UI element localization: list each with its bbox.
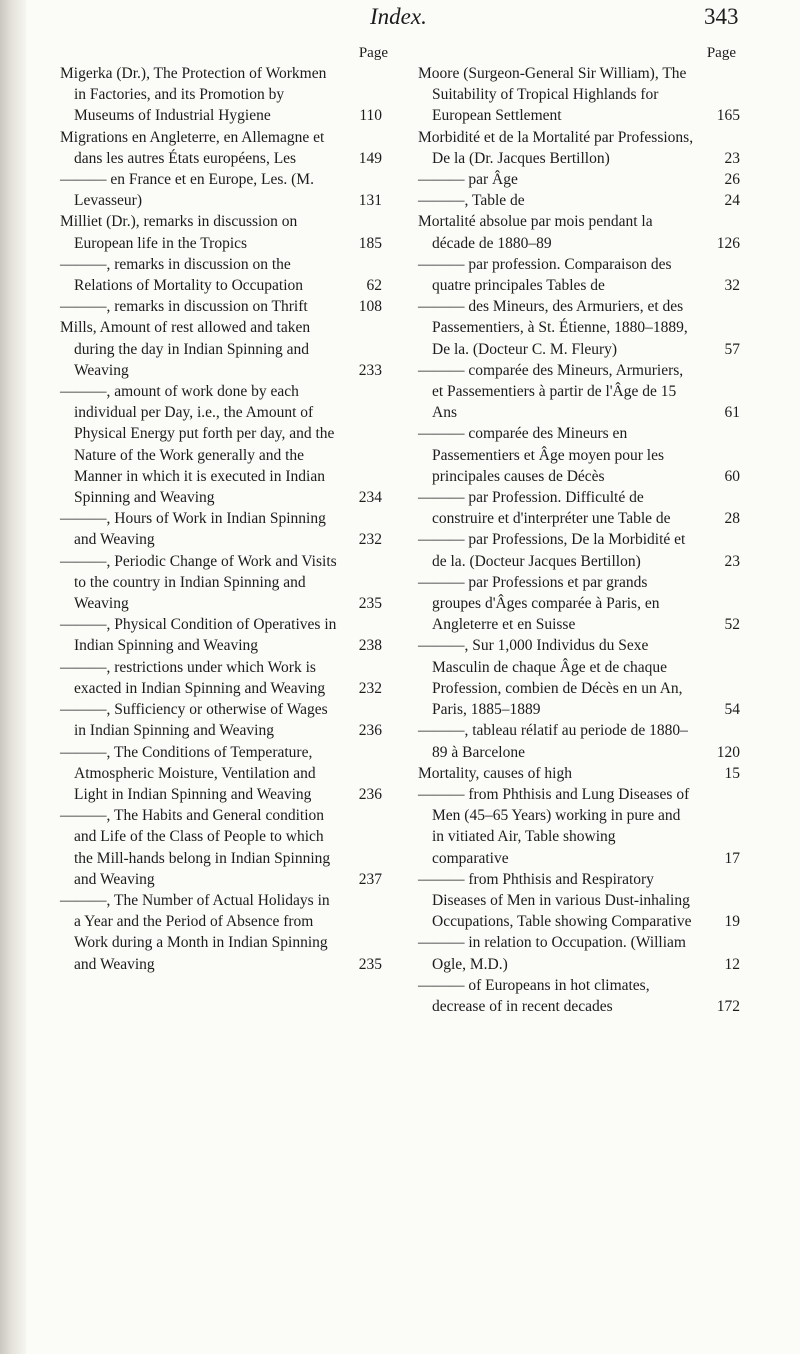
index-entry bbox=[60, 551, 396, 615]
index-entry-text: ——— des Mineurs, des Armuriers, et des Passementiers, à St. Étienne, 1880–1889, De la. (Docteur C. M. Fleury) bbox=[418, 298, 688, 358]
index-entry bbox=[418, 572, 754, 636]
index-entry-text: Mills, Amount of rest allowed and taken during the day in Indian Spinning and Weaving bbox=[60, 319, 311, 379]
index-entry-page: 23 bbox=[724, 552, 740, 570]
index-entry-page: 237 bbox=[358, 870, 382, 888]
index-entry bbox=[418, 211, 754, 253]
index-entry-page: 238 bbox=[358, 637, 382, 655]
page-header bbox=[0, 4, 800, 38]
index-entry-page: 62 bbox=[366, 277, 382, 295]
index-entry-text: ——— par profession. Comparaison des quatre principales Tables de bbox=[418, 255, 672, 295]
index-entry-page: 12 bbox=[724, 955, 740, 973]
index-entry-page: 149 bbox=[358, 149, 382, 167]
index-entry bbox=[60, 169, 396, 211]
index-entry-text: ———, remarks in discussion on the Relations of Mortality to Occupation bbox=[60, 255, 304, 295]
index-entry-text: Mortalité absolue par mois pendant la décade de 1880–89 bbox=[418, 213, 653, 252]
index-entry-text: ———, The Habits and General condition and Life of the Class of People to which the Mill-hands belong in Indian Spinning and Weaving bbox=[60, 807, 331, 888]
index-entry-text: ——— of Europeans in hot climates, decrease of in recent decades bbox=[418, 976, 650, 1015]
index-entry-page: 57 bbox=[724, 340, 740, 358]
index-entry bbox=[418, 529, 754, 571]
index-entry-text: Migerka (Dr.), The Protection of Workmen in Factories, and its Promotion by Museums of Industrial Hygiene bbox=[60, 65, 327, 125]
index-entry-text: ———, Sufficiency or otherwise of Wages in Indian Spinning and Weaving bbox=[60, 701, 328, 740]
index-entry bbox=[60, 614, 396, 656]
index-entry-text: Milliet (Dr.), remarks in discussion on European life in the Tropics bbox=[60, 213, 298, 252]
index-entry bbox=[418, 296, 754, 360]
index-entry-text: ———, The Conditions of Temperature, Atmospheric Moisture, Ventilation and Light in Indian Spinning and Weaving bbox=[60, 743, 316, 803]
index-entry bbox=[418, 63, 754, 127]
index-entry bbox=[60, 657, 396, 699]
index-entry bbox=[418, 254, 754, 296]
page-number: 343 bbox=[704, 4, 739, 29]
page-column-label: Page bbox=[358, 45, 388, 61]
index-entry bbox=[418, 635, 754, 720]
index-entry-page: 232 bbox=[358, 531, 382, 549]
index-entry-page: 60 bbox=[724, 467, 740, 485]
index-entry bbox=[418, 169, 754, 190]
index-entry bbox=[60, 211, 396, 253]
index-entry bbox=[418, 487, 754, 529]
index-entry-text: ———, The Number of Actual Holidays in a Year and the Period of Absence from Work during a Month in Indian Spinning and Weaving bbox=[60, 891, 330, 973]
index-entry-text: ———, amount of work done by each individual per Day, i.e., the Amount of Physical Energy put forth per day, and the Nature of the Work generally and the Manner in which it is executed in Indian Spinning and Weaving bbox=[60, 383, 335, 507]
index-entry-page: 236 bbox=[358, 785, 382, 803]
index-entry-text: Mortality, causes of high bbox=[418, 764, 572, 782]
index-entry-text: ———, Table de bbox=[418, 192, 525, 210]
index-entry bbox=[60, 254, 396, 296]
index-entry-page: 235 bbox=[358, 595, 382, 613]
index-entry-page: 108 bbox=[358, 298, 382, 316]
index-entry bbox=[60, 63, 396, 127]
index-entry bbox=[60, 296, 396, 317]
index-entry bbox=[60, 508, 396, 550]
index-entry bbox=[418, 763, 754, 784]
index-entry-page: 17 bbox=[724, 849, 740, 867]
index-entry-page: 24 bbox=[724, 192, 740, 210]
index-entry-text: Migrations en Angleterre, en Allemagne et dans les autres États européens, Les bbox=[60, 128, 325, 167]
index-entry-page: 232 bbox=[358, 679, 382, 697]
index-entry-text: ——— par Profession. Difficulté de construire et d'interpréter une Table de bbox=[418, 489, 671, 528]
index-entry-text: Morbidité et de la Mortalité par Professions, De la (Dr. Jacques Bertillon) bbox=[418, 128, 694, 167]
index-entry-page: 23 bbox=[724, 149, 740, 167]
index-entry bbox=[60, 805, 396, 890]
index-entry-text: ——— comparée des Mineurs, Armuriers, et Passementiers à partir de l'Âge de 15 Ans bbox=[418, 361, 684, 422]
index-entry-page: 236 bbox=[358, 722, 382, 740]
index-entry bbox=[418, 869, 754, 933]
index-entry-page: 26 bbox=[724, 171, 740, 189]
index-entry-text: ——— par Professions, De la Morbidité et de la. (Docteur Jacques Bertillon) bbox=[418, 531, 686, 570]
index-entry-text: ———, remarks in discussion on Thrift bbox=[60, 298, 308, 316]
index-column-left bbox=[60, 43, 396, 975]
index-entry-text: Moore (Surgeon-General Sir William), The Suitability of Tropical Highlands for European Settlement bbox=[418, 65, 687, 125]
index-entry bbox=[60, 381, 396, 508]
index-entry-page: 185 bbox=[358, 234, 382, 252]
book-gutter bbox=[0, 0, 26, 1354]
index-entry bbox=[418, 784, 754, 869]
index-entry bbox=[418, 127, 754, 169]
index-entry-page: 235 bbox=[358, 955, 382, 973]
index-entry-page: 54 bbox=[724, 701, 740, 719]
index-entry-text: ———, tableau rélatif au periode de 1880–89 à Barcelone bbox=[418, 722, 688, 761]
index-entry-text: ——— en France et en Europe, Les. (M. Levasseur) bbox=[60, 171, 314, 210]
index-entry bbox=[418, 360, 754, 424]
index-entry bbox=[60, 890, 396, 975]
index-entry bbox=[60, 699, 396, 741]
index-entry-page: 234 bbox=[358, 489, 382, 507]
index-entry-page: 110 bbox=[359, 107, 382, 125]
index-entry bbox=[418, 932, 754, 974]
running-title: Index. bbox=[370, 4, 427, 29]
index-entry-text: ——— from Phthisis and Respiratory Diseases of Men in various Dust-inhaling Occupations, Table showing Comparative bbox=[418, 870, 692, 931]
index-entry-page: 165 bbox=[716, 107, 740, 125]
index-entry bbox=[418, 423, 754, 487]
page-column-label: Page bbox=[706, 45, 736, 61]
index-entry bbox=[60, 742, 396, 806]
index-entry bbox=[60, 127, 396, 169]
index-entry-page: 19 bbox=[724, 913, 740, 931]
index-entry-page: 28 bbox=[724, 510, 740, 528]
index-entry-text: ——— from Phthisis and Lung Diseases of Men (45–65 Years) working in pure and in vitiated Air, Table showing comparative bbox=[418, 785, 690, 867]
index-column-right bbox=[418, 43, 754, 1017]
index-entry-text: ———, Sur 1,000 Individus du Sexe Masculin de chaque Âge et de chaque Profession, combien de Décès en un An, Paris, 1885–1889 bbox=[418, 637, 683, 719]
index-entry bbox=[418, 975, 754, 1017]
index-entry-page: 120 bbox=[716, 743, 740, 761]
index-entry bbox=[60, 317, 396, 381]
index-entry-text: ———, Physical Condition of Operatives in Indian Spinning and Weaving bbox=[60, 616, 337, 655]
index-entry-text: ———, Hours of Work in Indian Spinning and Weaving bbox=[60, 510, 326, 549]
index-entry bbox=[418, 190, 754, 211]
index-entry-page: 15 bbox=[724, 764, 740, 782]
index-entry-page: 61 bbox=[724, 404, 740, 422]
index-entry-page: 52 bbox=[724, 616, 740, 634]
index-entry-page: 131 bbox=[358, 192, 382, 210]
index-entry-text: ——— par Âge bbox=[418, 171, 518, 189]
index-entry-text: ——— par Professions et par grands groupes d'Âges comparée à Paris, en Angleterre et en Suisse bbox=[418, 573, 660, 634]
index-entry-page: 172 bbox=[716, 997, 740, 1015]
index-entry-page: 126 bbox=[716, 234, 740, 252]
index-entry bbox=[418, 720, 754, 762]
index-entry-page: 233 bbox=[358, 361, 382, 379]
index-entry-text: ——— comparée des Mineurs en Passementiers et Âge moyen pour les principales causes de Décès bbox=[418, 425, 665, 485]
index-entry-text: ———, Periodic Change of Work and Visits to the country in Indian Spinning and Weaving bbox=[60, 552, 337, 613]
index-entry-page: 32 bbox=[724, 277, 740, 295]
index-entry-text: ———, restrictions under which Work is exacted in Indian Spinning and Weaving bbox=[60, 658, 326, 697]
index-entry-text: ——— in relation to Occupation. (William Ogle, M.D.) bbox=[418, 934, 686, 973]
